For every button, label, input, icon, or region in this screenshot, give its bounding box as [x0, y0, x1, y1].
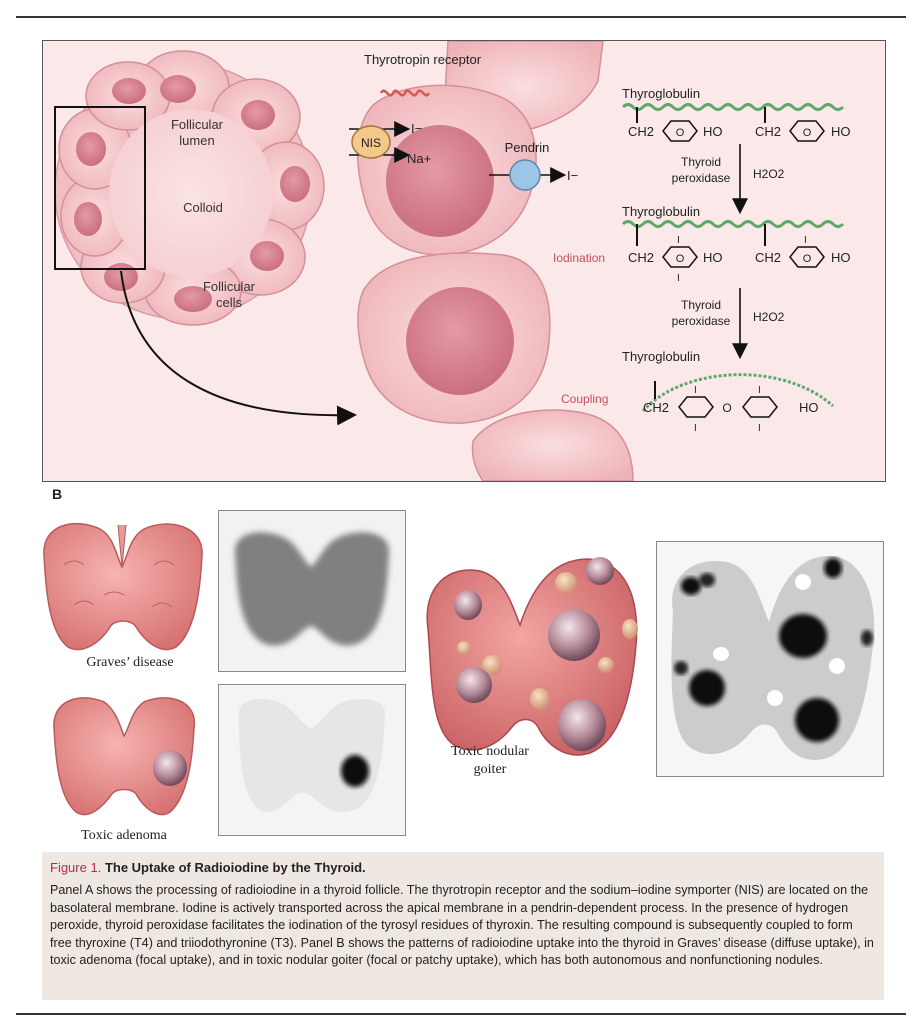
- svg-text:O: O: [675, 253, 685, 265]
- thyroid-peroxidase-label-2b: peroxidase: [671, 314, 731, 328]
- svg-text:I: I: [677, 273, 680, 284]
- svg-text:I: I: [758, 423, 761, 434]
- svg-text:CH2: CH2: [643, 400, 670, 415]
- caption-body: Panel A shows the processing of radioiodine in a thyroid follicle. The thyrotropin receptor and the sodium–iodine symporter (NIS) are located on the basolateral membrane. Iodine is actively transported across the apical membrane in a pendrin-dependent process. In the presence of hydrogen peroxide, thyroid peroxidase facilitates the iodination of the tyrosyl residues of thyroxin. The resulting compound is subsequently coupled to form free thyroxine (T4) and triiodothyronine (T3). Panel B shows the patterns of radioiodine uptake into the thyroid in Graves’ disease (diffuse uptake), in toxic adenoma (focal uptake), and in toxic nodular goiter (focal or patchy uptake), which has both autonomous and nonfunctioning nodules.: [50, 883, 874, 967]
- thyroid-peroxidase-label-1b: peroxidase: [671, 171, 731, 185]
- nis-label: NIS: [360, 136, 382, 150]
- pendrin-label: Pendrin: [504, 140, 550, 155]
- ho-label-1b: HO: [831, 124, 851, 139]
- svg-text:I: I: [694, 385, 697, 396]
- follicle: [55, 51, 324, 325]
- svg-text:O: O: [802, 127, 812, 139]
- thyrotropin-receptor-label: Thyrotropin receptor: [364, 52, 482, 67]
- svg-text:HO: HO: [799, 400, 819, 415]
- thyroglobulin-label-2: Thyroglobulin: [622, 204, 701, 219]
- follicular-cells-label-1: Follicular: [202, 279, 256, 294]
- panel-b-letter: B: [52, 486, 63, 502]
- follicular-cells-label-2: cells: [215, 295, 243, 310]
- svg-text:HO: HO: [703, 250, 723, 265]
- follicular-lumen-label-1: Follicular: [170, 117, 224, 132]
- graves-label: Graves’ disease: [86, 655, 174, 670]
- iodination-chemistry: [553, 86, 851, 434]
- ch2-label-1b: CH2: [755, 124, 782, 139]
- thyroglobulin-label-1: Thyroglobulin: [622, 86, 701, 101]
- colloid-label: Colloid: [183, 200, 223, 215]
- iodide-label: I−: [411, 121, 423, 136]
- thyroglobulin-label-3: Thyroglobulin: [622, 349, 701, 364]
- toxic-adenoma-scan: [218, 684, 406, 836]
- caption-title: [50, 860, 366, 875]
- svg-text:O: O: [675, 127, 685, 139]
- h2o2-label-1: H2O2: [753, 167, 785, 181]
- toxic-adenoma-thyroid-illustration: [44, 690, 204, 820]
- thyroid-peroxidase-label-1a: Thyroid: [680, 155, 722, 169]
- sodium-label: Na+: [407, 151, 432, 166]
- toxic-nodular-goiter-scan: [656, 541, 884, 777]
- toxic-nodular-goiter-illustration: [420, 545, 644, 765]
- toxic-nodular-label-1: Toxic nodular: [451, 744, 529, 759]
- pendrin-iodide-label: I−: [567, 168, 579, 183]
- coupling-label: Coupling: [561, 392, 609, 406]
- svg-text:CH2: CH2: [755, 250, 782, 265]
- panel-a-diagram: [43, 41, 885, 481]
- svg-text:CH2: CH2: [628, 250, 655, 265]
- graves-thyroid-illustration: [34, 515, 212, 655]
- svg-text:O: O: [802, 253, 812, 265]
- svg-text:I: I: [804, 235, 807, 246]
- figure-number: Figure 1.: [50, 860, 102, 875]
- toxic-adenoma-label: Toxic adenoma: [81, 828, 167, 843]
- ch2-label-1a: CH2: [628, 124, 655, 139]
- svg-text:O: O: [722, 401, 732, 415]
- svg-text:I: I: [677, 235, 680, 246]
- svg-text:I: I: [758, 385, 761, 396]
- figure-caption: [42, 852, 884, 1000]
- pendrin-icon: [510, 160, 540, 190]
- svg-text:I: I: [694, 423, 697, 434]
- svg-text:HO: HO: [831, 250, 851, 265]
- graves-scan: [218, 510, 406, 672]
- figure-title: The Uptake of Radioiodine by the Thyroid.: [104, 860, 366, 875]
- h2o2-label-2: H2O2: [753, 310, 785, 324]
- iodination-label: Iodination: [553, 251, 606, 265]
- toxic-nodular-label-2: goiter: [473, 762, 507, 777]
- thyroid-peroxidase-label-2a: Thyroid: [680, 298, 722, 312]
- follicular-lumen-label-2: lumen: [179, 133, 215, 148]
- panel-a: [42, 40, 886, 482]
- ho-label-1a: HO: [703, 124, 723, 139]
